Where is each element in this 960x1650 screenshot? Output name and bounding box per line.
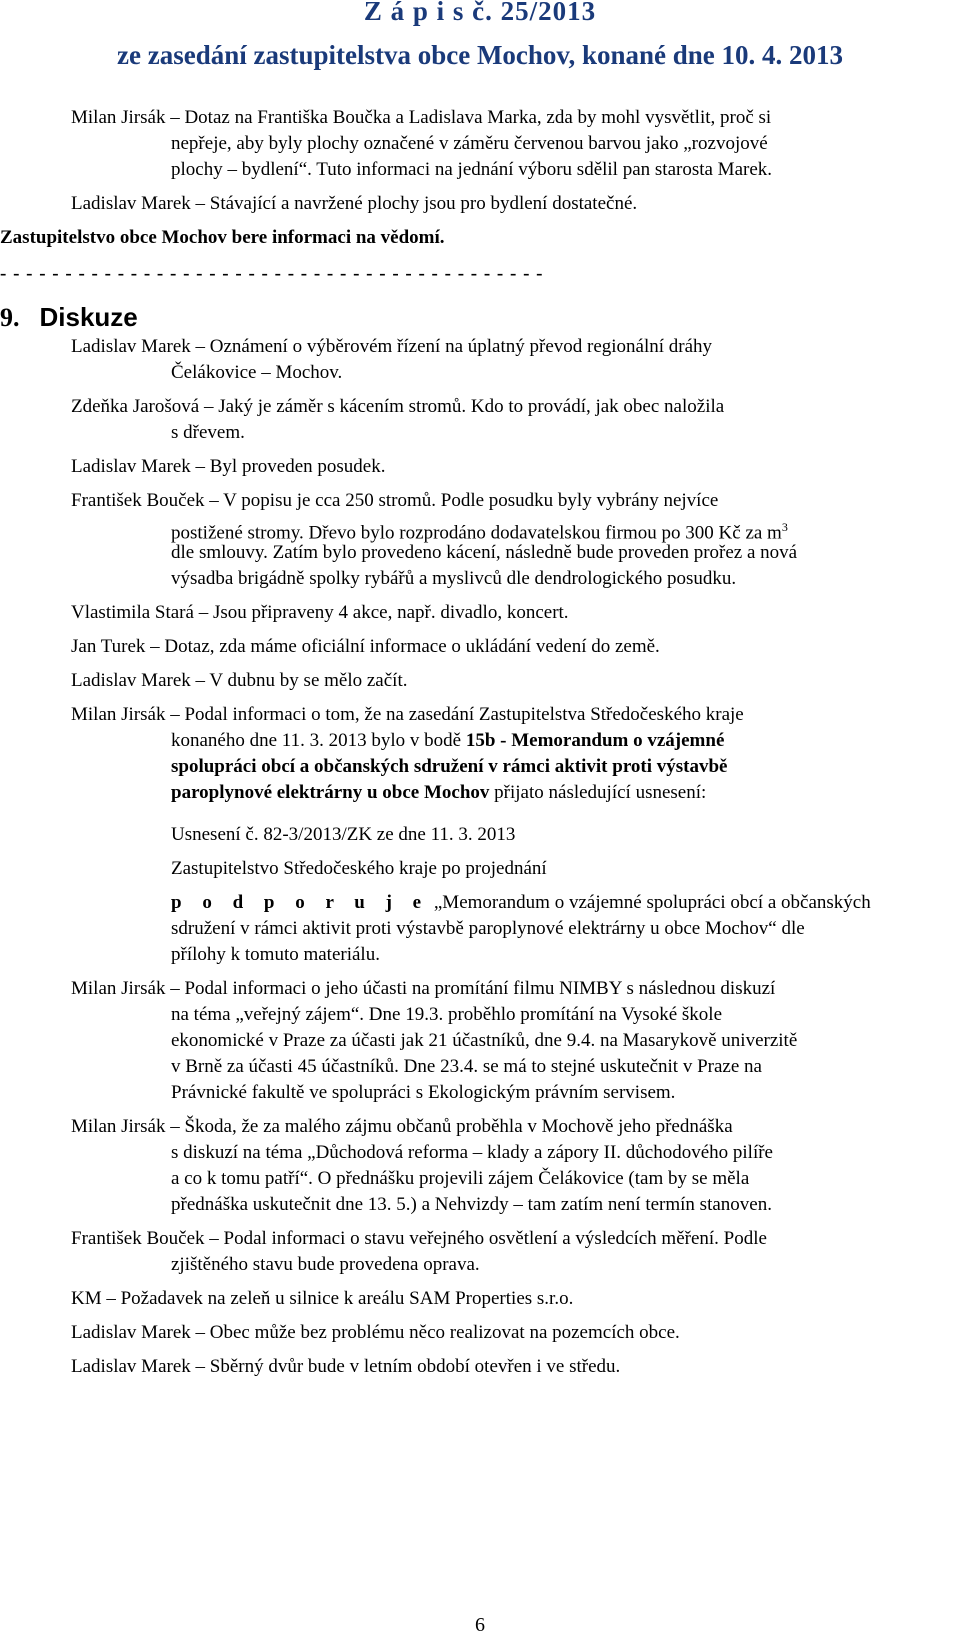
memorandum-title: paroplynové elektrárny u obce Mochov [171, 782, 490, 803]
page-number: 6 [475, 1614, 485, 1636]
discussion-line [171, 728, 724, 754]
discussion-line: Vlastimila Stará – Jsou připraveny 4 akce, např. divadlo, koncert. [71, 602, 569, 623]
discussion-line: zjištěného stavu bude provedena oprava. [171, 1254, 480, 1275]
discussion-line: Čelákovice – Mochov. [171, 362, 343, 383]
discussion-line: Právnické fakultě ve spolupráci s Ekologickým právním servisem. [171, 1082, 676, 1103]
resolution-line: Zastupitelstvo Středočeského kraje po projednání [171, 858, 547, 879]
discussion-line: a co k tomu patří“. O přednášku projevili zájem Čelákovice (tam by se měla [171, 1168, 750, 1189]
discussion-line: ekonomické v Praze za účasti jak 21 účastníků, dne 9.4. na Masarykově univerzitě [171, 1030, 798, 1051]
document-subtitle: ze zasedání zastupitelstva obce Mochov, konané dne 10. 4. 2013 [117, 40, 843, 70]
memorandum-title: 15b - Memorandum o vzájemné [465, 730, 725, 751]
resolution-line: přílohy k tomuto materiálu. [171, 944, 380, 965]
discussion-line: Ladislav Marek – V dubnu by se mělo začít. [71, 670, 408, 691]
resolution-text: „Memorandum o vzájemné spolupráci obcí a občanských [433, 892, 871, 913]
discussion-text: konaného dne 11. 3. 2013 bylo v bodě [171, 730, 466, 751]
section-heading [0, 302, 138, 333]
supports-keyword: p o d p o r u j e [171, 892, 430, 913]
discussion-line: Ladislav Marek – Sběrný dvůr bude v letním období otevřen i ve středu. [71, 1356, 621, 1377]
discussion-line: Jan Turek – Dotaz, zda máme oficiální informace o ukládání vedení do země. [71, 636, 660, 657]
paragraph-line: nepřeje, aby byly plochy označené v záměru červenou barvou jako „rozvojové [171, 133, 768, 154]
resolution-number: Usnesení č. 82-3/2013/ZK ze dne 11. 3. 2013 [171, 824, 516, 845]
discussion-line: Ladislav Marek – Obec může bez problému něco realizovat na pozemcích obce. [71, 1322, 680, 1343]
memorandum-title-line: spolupráci obcí a občanských sdružení v rámci aktivit proti výstavbě [171, 756, 728, 777]
discussion-text: postižené stromy. Dřevo bylo rozprodáno dodavatelskou firmou po 300 Kč za m [171, 522, 782, 544]
resolution-line: sdružení v rámci aktivit proti výstavbě paroplynové elektrárny u obce Mochov“ dle [171, 918, 805, 939]
superscript: 3 [781, 520, 788, 534]
discussion-line: Ladislav Marek – Oznámení o výběrovém řízení na úplatný převod regionální dráhy [71, 336, 713, 357]
discussion-line: František Bouček – Podal informaci o stavu veřejného osvětlení a výsledcích měření. Podle [71, 1228, 767, 1249]
separator-line: - - - - - - - - - - - - - - - - - - - - - - - - - - - - - - - - - - - - - - - - - - [0, 263, 544, 284]
resolution-line [171, 890, 871, 916]
discussion-line: s dřevem. [171, 422, 245, 443]
resolution-note: Zastupitelstvo obce Mochov bere informaci na vědomí. [0, 227, 445, 248]
discussion-line: přednáška uskutečnit dne 13. 5.) a Nehvizdy – tam zatím není termín stanoven. [171, 1194, 772, 1215]
discussion-line: Milan Jirsák – Podal informaci o jeho účasti na promítání filmu NIMBY s následnou diskuzí [71, 978, 776, 999]
discussion-text: přijato následující usnesení: [489, 782, 707, 803]
discussion-line: KM – Požadavek na zeleň u silnice k areálu SAM Properties s.r.o. [71, 1288, 574, 1309]
discussion-line: s diskuzí na téma „Důchodová reforma – klady a zápory II. důchodového pilíře [171, 1142, 773, 1163]
discussion-line: Milan Jirsák – Škoda, že za malého zájmu občanů proběhla v Mochově jeho přednáška [71, 1116, 733, 1137]
section-number: 9. [0, 303, 20, 332]
discussion-line: Milan Jirsák – Podal informaci o tom, že na zasedání Zastupitelstva Středočeského kraje [71, 704, 744, 725]
discussion-line: na téma „veřejný zájem“. Dne 19.3. proběhlo promítání na Vysoké škole [171, 1004, 723, 1025]
paragraph-line: plochy – bydlení“. Tuto informaci na jednání výboru sdělil pan starosta Marek. [171, 159, 773, 180]
discussion-line: Zdeňka Jarošová – Jaký je záměr s kácením stromů. Kdo to provádí, jak obec naložila [71, 396, 725, 417]
section-title: Diskuze [39, 302, 138, 332]
discussion-line [171, 780, 706, 806]
discussion-line: dle smlouvy. Zatím bylo provedeno kácení, následně bude proveden prořez a nová [171, 542, 798, 563]
document-title: Z á p i s č. 25/2013 [363, 0, 597, 26]
discussion-line: František Bouček – V popisu je cca 250 stromů. Podle posudku byly vybrány nejvíce [71, 490, 719, 511]
discussion-line: Ladislav Marek – Byl proveden posudek. [71, 456, 386, 477]
paragraph: Ladislav Marek – Stávající a navržené plochy jsou pro bydlení dostatečné. [71, 193, 638, 214]
discussion-line: v Brně za účasti 45 účastníků. Dne 23.4. se má to stejné uskutečnit v Praze na [171, 1056, 762, 1077]
discussion-line: výsadba brigádně spolky rybářů a myslivců dle dendrologického posudku. [171, 568, 737, 589]
paragraph-line: Milan Jirsák – Dotaz na Františka Boučka a Ladislava Marka, zda by mohl vysvětlit, proč si [71, 107, 772, 128]
